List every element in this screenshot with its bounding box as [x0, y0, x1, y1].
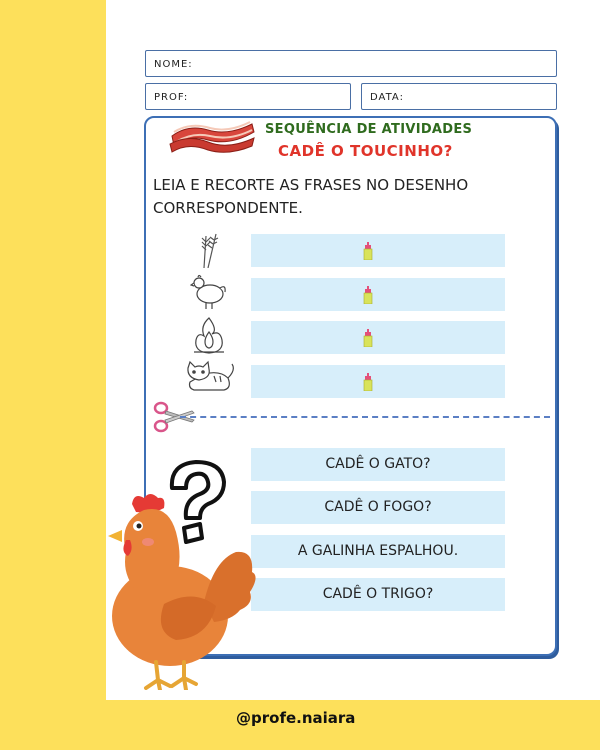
phrase-card-1[interactable]: CADÊ O GATO?	[251, 448, 505, 481]
date-field[interactable]	[361, 83, 557, 110]
title-sequence: SEQUÊNCIA DE ATIVIDADES	[265, 122, 473, 137]
prof-label: PROF:	[154, 92, 189, 103]
title-main: CADÊ O TOUCINHO?	[278, 142, 453, 160]
hen-illustration	[104, 492, 260, 690]
answer-slot-3[interactable]	[251, 321, 505, 354]
prof-field[interactable]	[145, 83, 351, 110]
cut-line	[180, 416, 550, 418]
phrase-card-4[interactable]: CADÊ O TRIGO?	[251, 578, 505, 611]
fire-icon	[190, 316, 228, 356]
glue-icon	[363, 286, 373, 304]
instructions-text: LEIA E RECORTE AS FRASES NO DESENHO CORRESPONDENTE.	[153, 176, 469, 217]
answer-slot-2[interactable]	[251, 278, 505, 311]
date-label: DATA:	[370, 92, 404, 103]
phrase-card-3[interactable]: A GALINHA ESPALHOU.	[251, 535, 505, 568]
wheat-icon	[190, 228, 226, 268]
footer-handle: @profe.naiara	[236, 709, 356, 727]
cat-icon	[184, 360, 236, 396]
glue-icon	[363, 242, 373, 260]
name-field[interactable]	[145, 50, 557, 77]
answer-slot-1[interactable]	[251, 234, 505, 267]
glue-icon	[363, 373, 373, 391]
name-label: NOME:	[154, 59, 193, 70]
answer-slot-4[interactable]	[251, 365, 505, 398]
bacon-icon	[168, 120, 256, 154]
phrase-card-2[interactable]: CADÊ O FOGO?	[251, 491, 505, 524]
hen-icon	[190, 272, 230, 312]
glue-icon	[363, 329, 373, 347]
